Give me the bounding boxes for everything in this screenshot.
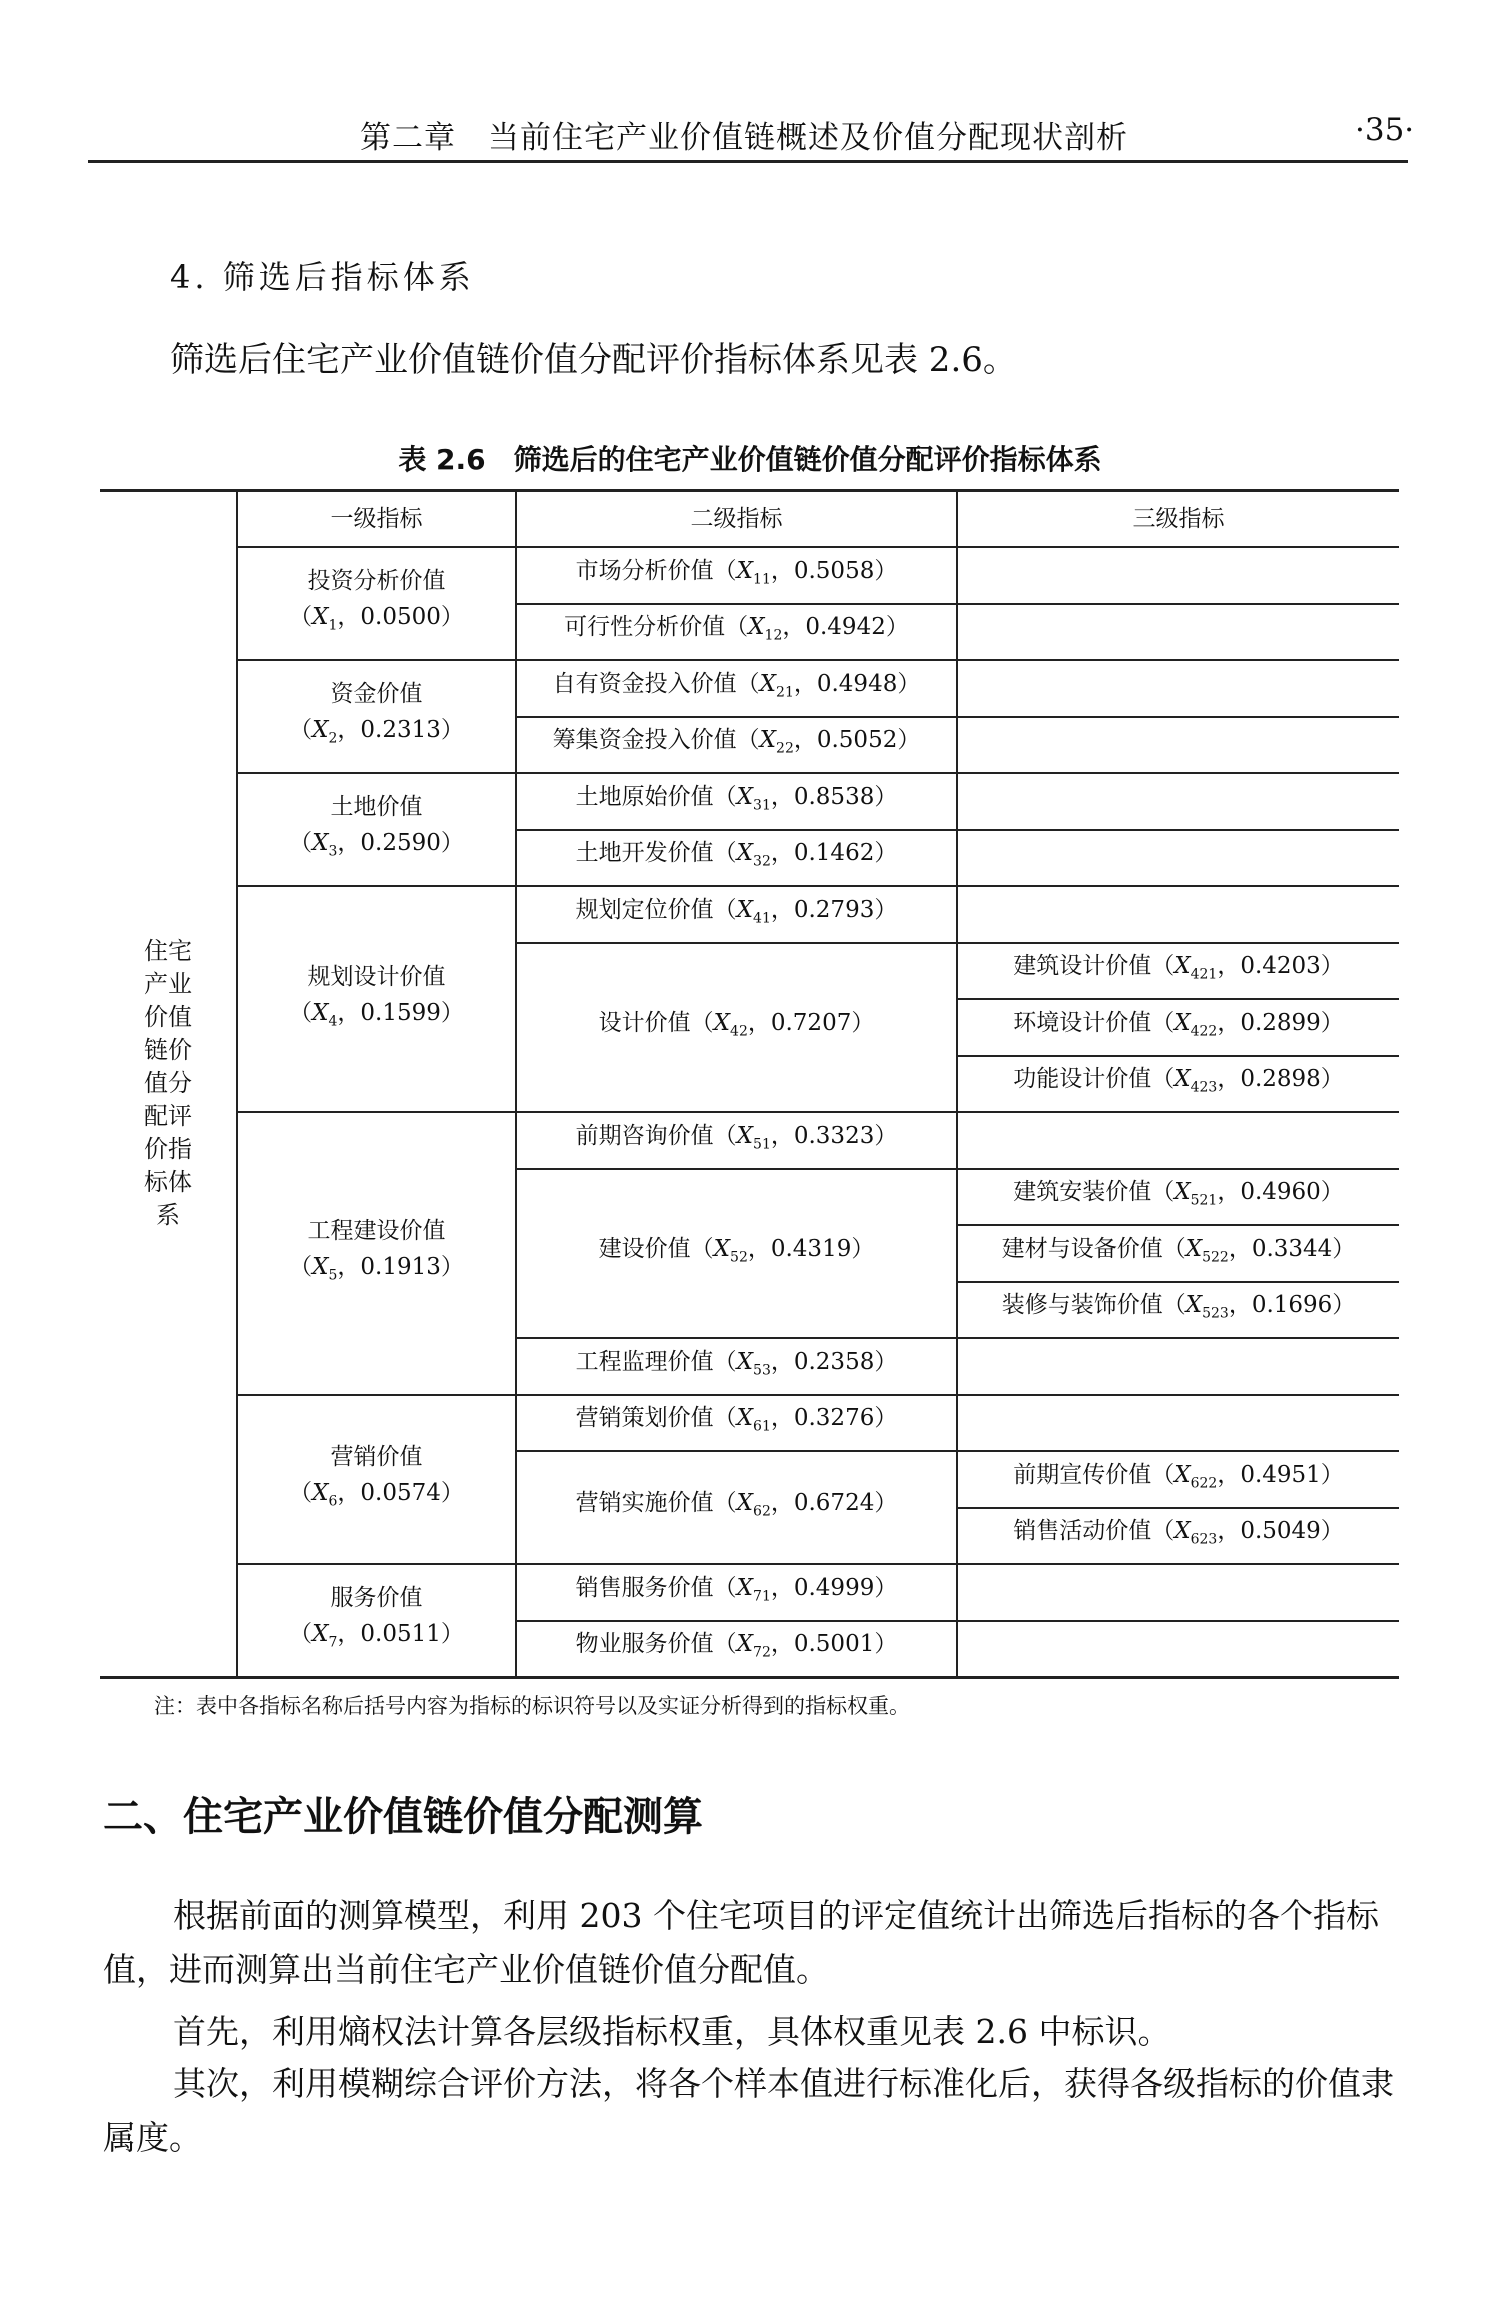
- level2-indicator: 自有资金投入价值（$X_{21}$，0.4948）: [552, 670, 921, 701]
- indicator-weight: 0.3344: [1251, 1235, 1333, 1262]
- indicator-subscript: 4: [328, 1013, 338, 1030]
- intro-paragraph: 筛选后住宅产业价值链价值分配评价指标体系见表 2.6。: [170, 340, 1017, 380]
- indicator-symbol: X: [736, 1574, 754, 1601]
- indicator-name: 资金价值: [330, 681, 423, 708]
- level2-indicator: 工程监理价值（$X_{53}$，0.2358）: [575, 1348, 898, 1379]
- indicator-subscript: 5: [328, 1267, 338, 1284]
- level1-indicator: 工程建设价值 （$X_5$，0.1913）: [289, 1217, 464, 1284]
- level2-cell: [516, 717, 957, 774]
- indicator-name: 前期咨询价值: [575, 1122, 714, 1149]
- level2-indicator: 市场分析价值（$X_{11}$，0.5058）: [575, 557, 898, 588]
- level3-cell: [957, 1282, 1399, 1339]
- indicator-subscript: 62: [753, 1503, 771, 1520]
- indicator-weight: 0.2313: [360, 717, 441, 744]
- level3-cell: [957, 604, 1399, 661]
- level2-cell: [516, 604, 957, 661]
- paragraph-2: [103, 2005, 1413, 2059]
- indicator-weight: 0.1462: [793, 840, 875, 867]
- indicator-subscript: 622: [1190, 1475, 1218, 1492]
- indicator-symbol: X: [748, 614, 765, 641]
- indicator-symbol: X: [736, 557, 754, 584]
- indicator-name: 销售活动价值: [1013, 1518, 1152, 1545]
- indicator-name: 建筑安装价值: [1013, 1179, 1152, 1206]
- level1-cell: [237, 660, 516, 773]
- indicator-name: 建设价值: [598, 1235, 691, 1262]
- indicator-name: 规划设计价值: [307, 963, 446, 990]
- level2-indicator: 规划定位价值（$X_{41}$，0.2793）: [575, 896, 898, 927]
- indicator-symbol: X: [1174, 1009, 1191, 1036]
- level1-indicator: 土地价值 （$X_3$，0.2590）: [289, 794, 464, 860]
- indicator-name: 可行性分析价值: [564, 614, 726, 641]
- indicator-subscript: 61: [753, 1419, 771, 1436]
- level2-indicator: 筹集资金投入价值（$X_{22}$，0.5052）: [552, 727, 921, 758]
- indicator-weight: 0.4319: [770, 1235, 852, 1262]
- indicator-name: 服务价值: [330, 1584, 423, 1611]
- indicator-subscript: 423: [1190, 1080, 1218, 1097]
- indicator-name: 设计价值: [598, 1009, 691, 1036]
- running-header-title: 第二章 当前住宅产业价值链概述及价值分配现状剖析: [360, 120, 1128, 156]
- level1-indicator: 规划设计价值 （$X_4$，0.1599）: [289, 963, 464, 1030]
- indicator-symbol: X: [736, 1405, 754, 1432]
- level3-cell: [957, 1621, 1399, 1678]
- indicator-weight: 0.2793: [793, 896, 875, 923]
- indicator-symbol: X: [312, 1620, 329, 1647]
- indicator-symbol: X: [713, 1009, 731, 1036]
- indicator-symbol: X: [736, 1490, 754, 1517]
- indicator-weight: 0.3323: [793, 1122, 875, 1149]
- indicator-subscript: 53: [753, 1362, 771, 1379]
- level3-cell: [957, 717, 1399, 774]
- indicator-symbol: X: [759, 670, 777, 697]
- indicator-symbol: X: [759, 727, 777, 754]
- level2-cell: [516, 1338, 957, 1395]
- level2-indicator: 前期咨询价值（$X_{51}$，0.3323）: [575, 1122, 898, 1153]
- level3-cell: [957, 1564, 1399, 1621]
- indicator-symbol: X: [736, 896, 754, 923]
- table-row: [100, 1564, 1399, 1621]
- indicator-subscript: 42: [730, 1023, 748, 1040]
- indicator-symbol: X: [312, 1479, 329, 1506]
- paragraph-text: 首先，利用熵权法计算各层级指标权重，具体权重见表 2.6 中标识。: [173, 2012, 1171, 2051]
- indicator-symbol: X: [1174, 1066, 1191, 1093]
- indicator-weight: 0.2358: [793, 1348, 875, 1375]
- indicator-name: 环境设计价值: [1013, 1009, 1152, 1036]
- indicator-symbol: X: [312, 604, 329, 631]
- level3-indicator: 功能设计价值（$X_{423}$，0.2898）: [1013, 1066, 1344, 1097]
- level2-indicator: 建设价值（$X_{52}$，0.4319）: [598, 1235, 875, 1266]
- level3-indicator: 建筑设计价值（$X_{421}$，0.4203）: [1013, 953, 1344, 984]
- indicator-weight: 0.4951: [1240, 1461, 1321, 1488]
- indicator-name: 规划定位价值: [575, 896, 714, 923]
- level3-cell: [957, 1338, 1399, 1395]
- indicator-symbol: X: [1185, 1235, 1203, 1262]
- page-number: ·35·: [1355, 112, 1415, 148]
- indicator-name: 筹集资金投入价值: [552, 727, 737, 754]
- indicator-name: 物业服务价值: [575, 1631, 714, 1658]
- indicator-symbol: X: [312, 830, 329, 857]
- indicator-symbol: X: [1174, 1179, 1191, 1206]
- indicator-symbol: X: [736, 1122, 754, 1149]
- table-row: [100, 547, 1399, 604]
- indicator-subscript: 521: [1190, 1193, 1218, 1210]
- indicator-subscript: 11: [753, 571, 771, 588]
- indicator-subscript: 51: [753, 1136, 771, 1153]
- indicator-weight: 0.5058: [793, 557, 875, 584]
- level2-cell: [516, 1564, 957, 1621]
- level2-indicator: 设计价值（$X_{42}$，0.7207）: [598, 1009, 875, 1040]
- table-header-row: [100, 491, 1399, 548]
- indicator-subscript: 422: [1190, 1023, 1218, 1040]
- indicator-subscript: 31: [753, 797, 771, 814]
- level2-indicator: 营销实施价值（$X_{62}$，0.6724）: [575, 1490, 898, 1520]
- level2-cell: [516, 660, 957, 717]
- indicator-subscript: 12: [764, 628, 783, 645]
- indicator-subscript: 1: [328, 617, 338, 634]
- indicator-name: 工程建设价值: [307, 1217, 446, 1244]
- indicator-subscript: 3: [328, 843, 338, 860]
- table-row: [100, 1395, 1399, 1452]
- indicator-symbol: X: [1174, 1518, 1191, 1545]
- indicator-weight: 0.5001: [793, 1631, 875, 1658]
- level1-cell: [237, 886, 516, 1112]
- level2-cell: [516, 886, 957, 943]
- indicator-subscript: 523: [1202, 1306, 1229, 1323]
- level1-cell: [237, 1564, 516, 1677]
- level2-indicator: 销售服务价值（$X_{71}$，0.4999）: [575, 1574, 898, 1605]
- indicator-name: 建材与设备价值: [1001, 1235, 1163, 1262]
- level2-cell: [516, 943, 957, 1113]
- level1-cell: [237, 1112, 516, 1395]
- indicator-symbol: X: [1174, 1461, 1191, 1488]
- table-note: 注：表中各指标名称后括号内容为指标的标识符号以及实证分析得到的指标权重。: [154, 1694, 910, 1718]
- table-caption: 表 2.6 筛选后的住宅产业价值链价值分配评价指标体系: [398, 443, 1102, 476]
- column-header: 三级指标: [957, 491, 1399, 548]
- indicator-subscript: 421: [1190, 967, 1218, 984]
- level3-cell: [957, 886, 1399, 943]
- table-side-label: 住宅产业价值链价值分配评价指标体系: [144, 937, 192, 1230]
- section-title: 二、住宅产业价值链价值分配测算: [103, 1794, 703, 1840]
- indicator-subscript: 52: [730, 1249, 748, 1266]
- indicator-weight: 0.1599: [360, 999, 441, 1026]
- indicator-weight: 0.4948: [816, 670, 898, 697]
- subsection-heading: 4. 筛选后指标体系: [170, 258, 475, 296]
- level2-indicator: 土地原始价值（$X_{31}$，0.8538）: [575, 783, 898, 814]
- indicator-name: 营销实施价值: [575, 1490, 714, 1517]
- indicator-weight: 0.0574: [360, 1479, 441, 1506]
- level2-cell: [516, 773, 957, 830]
- paragraph-text: 其次，利用模糊综合评价方法，将各个样本值进行标准化后，获得各级指标的价值隶属度。: [103, 2064, 1394, 2157]
- indicator-symbol: X: [713, 1235, 731, 1262]
- indicator-subscript: 72: [753, 1644, 771, 1661]
- indicator-subscript: 6: [328, 1493, 338, 1510]
- indicator-subscript: 41: [753, 910, 771, 927]
- level3-cell: [957, 1169, 1399, 1226]
- indicator-symbol: X: [312, 1253, 329, 1280]
- level3-cell: [957, 547, 1399, 604]
- paragraph-1: [103, 1889, 1413, 1997]
- indicator-weight: 0.4203: [1240, 953, 1321, 980]
- indicator-name: 市场分析价值: [575, 557, 714, 584]
- level2-cell: [516, 1112, 957, 1169]
- indicator-weight: 0.0511: [360, 1620, 441, 1647]
- indicator-symbol: X: [736, 783, 754, 810]
- indicator-symbol: X: [312, 717, 329, 744]
- indicator-subscript: 623: [1190, 1532, 1218, 1549]
- indicator-symbol: X: [736, 840, 754, 867]
- table-side-label-cell: [100, 491, 237, 1678]
- level3-cell: [957, 943, 1399, 1000]
- indicator-name: 自有资金投入价值: [552, 670, 737, 697]
- indicator-name: 土地开发价值: [575, 840, 714, 867]
- indicator-name: 装修与装饰价值: [1001, 1292, 1163, 1319]
- level3-cell: [957, 999, 1399, 1056]
- level3-cell: [957, 1508, 1399, 1565]
- indicator-name: 功能设计价值: [1013, 1066, 1152, 1093]
- level2-cell: [516, 547, 957, 604]
- indicator-subscript: 32: [753, 854, 771, 871]
- indicator-symbol: X: [1174, 953, 1191, 980]
- indicator-subscript: 522: [1202, 1249, 1229, 1266]
- column-header: 一级指标: [237, 491, 516, 548]
- indicator-subscript: 71: [753, 1588, 771, 1605]
- level2-cell: [516, 1395, 957, 1452]
- indicator-weight: 0.2590: [360, 830, 441, 857]
- level3-indicator: 装修与装饰价值（$X_{523}$，0.1696）: [1001, 1292, 1356, 1323]
- level3-indicator: 销售活动价值（$X_{623}$，0.5049）: [1013, 1518, 1344, 1549]
- level3-cell: [957, 1451, 1399, 1508]
- level3-cell: [957, 1112, 1399, 1169]
- indicator-name: 投资分析价值: [307, 568, 446, 595]
- indicator-name: 营销策划价值: [575, 1405, 714, 1432]
- level1-cell: [237, 1395, 516, 1565]
- level2-indicator: 可行性分析价值（$X_{12}$，0.4942）: [564, 614, 909, 645]
- level2-indicator: 土地开发价值（$X_{32}$，0.1462）: [575, 840, 898, 871]
- indicator-symbol: X: [736, 1348, 754, 1375]
- indicator-weight: 0.4942: [805, 614, 886, 641]
- level3-indicator: 建材与设备价值（$X_{522}$，0.3344）: [1001, 1235, 1356, 1266]
- table-row: [100, 660, 1399, 717]
- indicator-table: [100, 489, 1399, 1679]
- indicator-name: 营销价值: [330, 1443, 423, 1470]
- level1-cell: [237, 773, 516, 886]
- level2-cell: [516, 1169, 957, 1339]
- table-row: [100, 1112, 1399, 1169]
- level3-cell: [957, 830, 1399, 887]
- level3-cell: [957, 1225, 1399, 1282]
- level1-indicator: 营销价值 （$X_6$，0.0574）: [289, 1443, 464, 1510]
- level3-indicator: 环境设计价值（$X_{422}$，0.2899）: [1013, 1009, 1344, 1040]
- indicator-weight: 0.4999: [793, 1574, 875, 1601]
- level2-cell: [516, 1621, 957, 1678]
- indicator-weight: 0.1696: [1251, 1292, 1333, 1319]
- level2-indicator: 物业服务价值（$X_{72}$，0.5001）: [575, 1631, 898, 1661]
- indicator-weight: 0.2898: [1240, 1066, 1321, 1093]
- indicator-weight: 0.8538: [793, 783, 875, 810]
- indicator-weight: 0.5052: [816, 727, 898, 754]
- indicator-weight: 0.2899: [1240, 1009, 1321, 1036]
- level3-indicator: 前期宣传价值（$X_{622}$，0.4951）: [1013, 1461, 1344, 1492]
- indicator-subscript: 22: [776, 741, 794, 758]
- indicator-symbol: X: [312, 999, 329, 1026]
- indicator-subscript: 2: [328, 730, 338, 747]
- indicator-weight: 0.7207: [770, 1009, 852, 1036]
- indicator-name: 销售服务价值: [575, 1574, 714, 1601]
- paragraph-3: [103, 2057, 1413, 2165]
- paragraph-text: 根据前面的测算模型，利用 203 个住宅项目的评定值统计出筛选后指标的各个指标值，进而测算出当前住宅产业价值链价值分配值。: [103, 1896, 1379, 1989]
- level3-cell: [957, 1395, 1399, 1452]
- indicator-name: 建筑设计价值: [1013, 953, 1152, 980]
- indicator-weight: 0.4960: [1240, 1179, 1321, 1206]
- level1-indicator: 资金价值 （$X_2$，0.2313）: [289, 681, 464, 747]
- level1-cell: [237, 547, 516, 660]
- indicator-weight: 0.0500: [360, 604, 441, 631]
- table-row: [100, 886, 1399, 943]
- indicator-weight: 0.3276: [793, 1405, 875, 1432]
- header-rule: [88, 160, 1408, 163]
- level1-indicator: 投资分析价值 （$X_1$，0.0500）: [289, 568, 464, 634]
- level2-cell: [516, 1451, 957, 1564]
- indicator-subscript: 21: [776, 684, 794, 701]
- column-header: 二级指标: [516, 491, 957, 548]
- indicator-name: 工程监理价值: [575, 1348, 714, 1375]
- indicator-name: 前期宣传价值: [1013, 1461, 1152, 1488]
- level2-indicator: 营销策划价值（$X_{61}$，0.3276）: [575, 1405, 898, 1436]
- indicator-name: 土地原始价值: [575, 783, 714, 810]
- indicator-weight: 0.1913: [360, 1253, 441, 1280]
- level3-cell: [957, 773, 1399, 830]
- indicator-subscript: 7: [328, 1634, 338, 1651]
- level2-cell: [516, 830, 957, 887]
- level3-indicator: 建筑安装价值（$X_{521}$，0.4960）: [1013, 1179, 1344, 1210]
- indicator-symbol: X: [736, 1631, 754, 1658]
- indicator-name: 土地价值: [330, 794, 423, 821]
- table-row: [100, 773, 1399, 830]
- level1-indicator: 服务价值 （$X_7$，0.0511）: [289, 1584, 464, 1651]
- indicator-weight: 0.6724: [793, 1490, 875, 1517]
- level3-cell: [957, 660, 1399, 717]
- indicator-weight: 0.5049: [1240, 1518, 1321, 1545]
- indicator-symbol: X: [1185, 1292, 1203, 1319]
- level3-cell: [957, 1056, 1399, 1113]
